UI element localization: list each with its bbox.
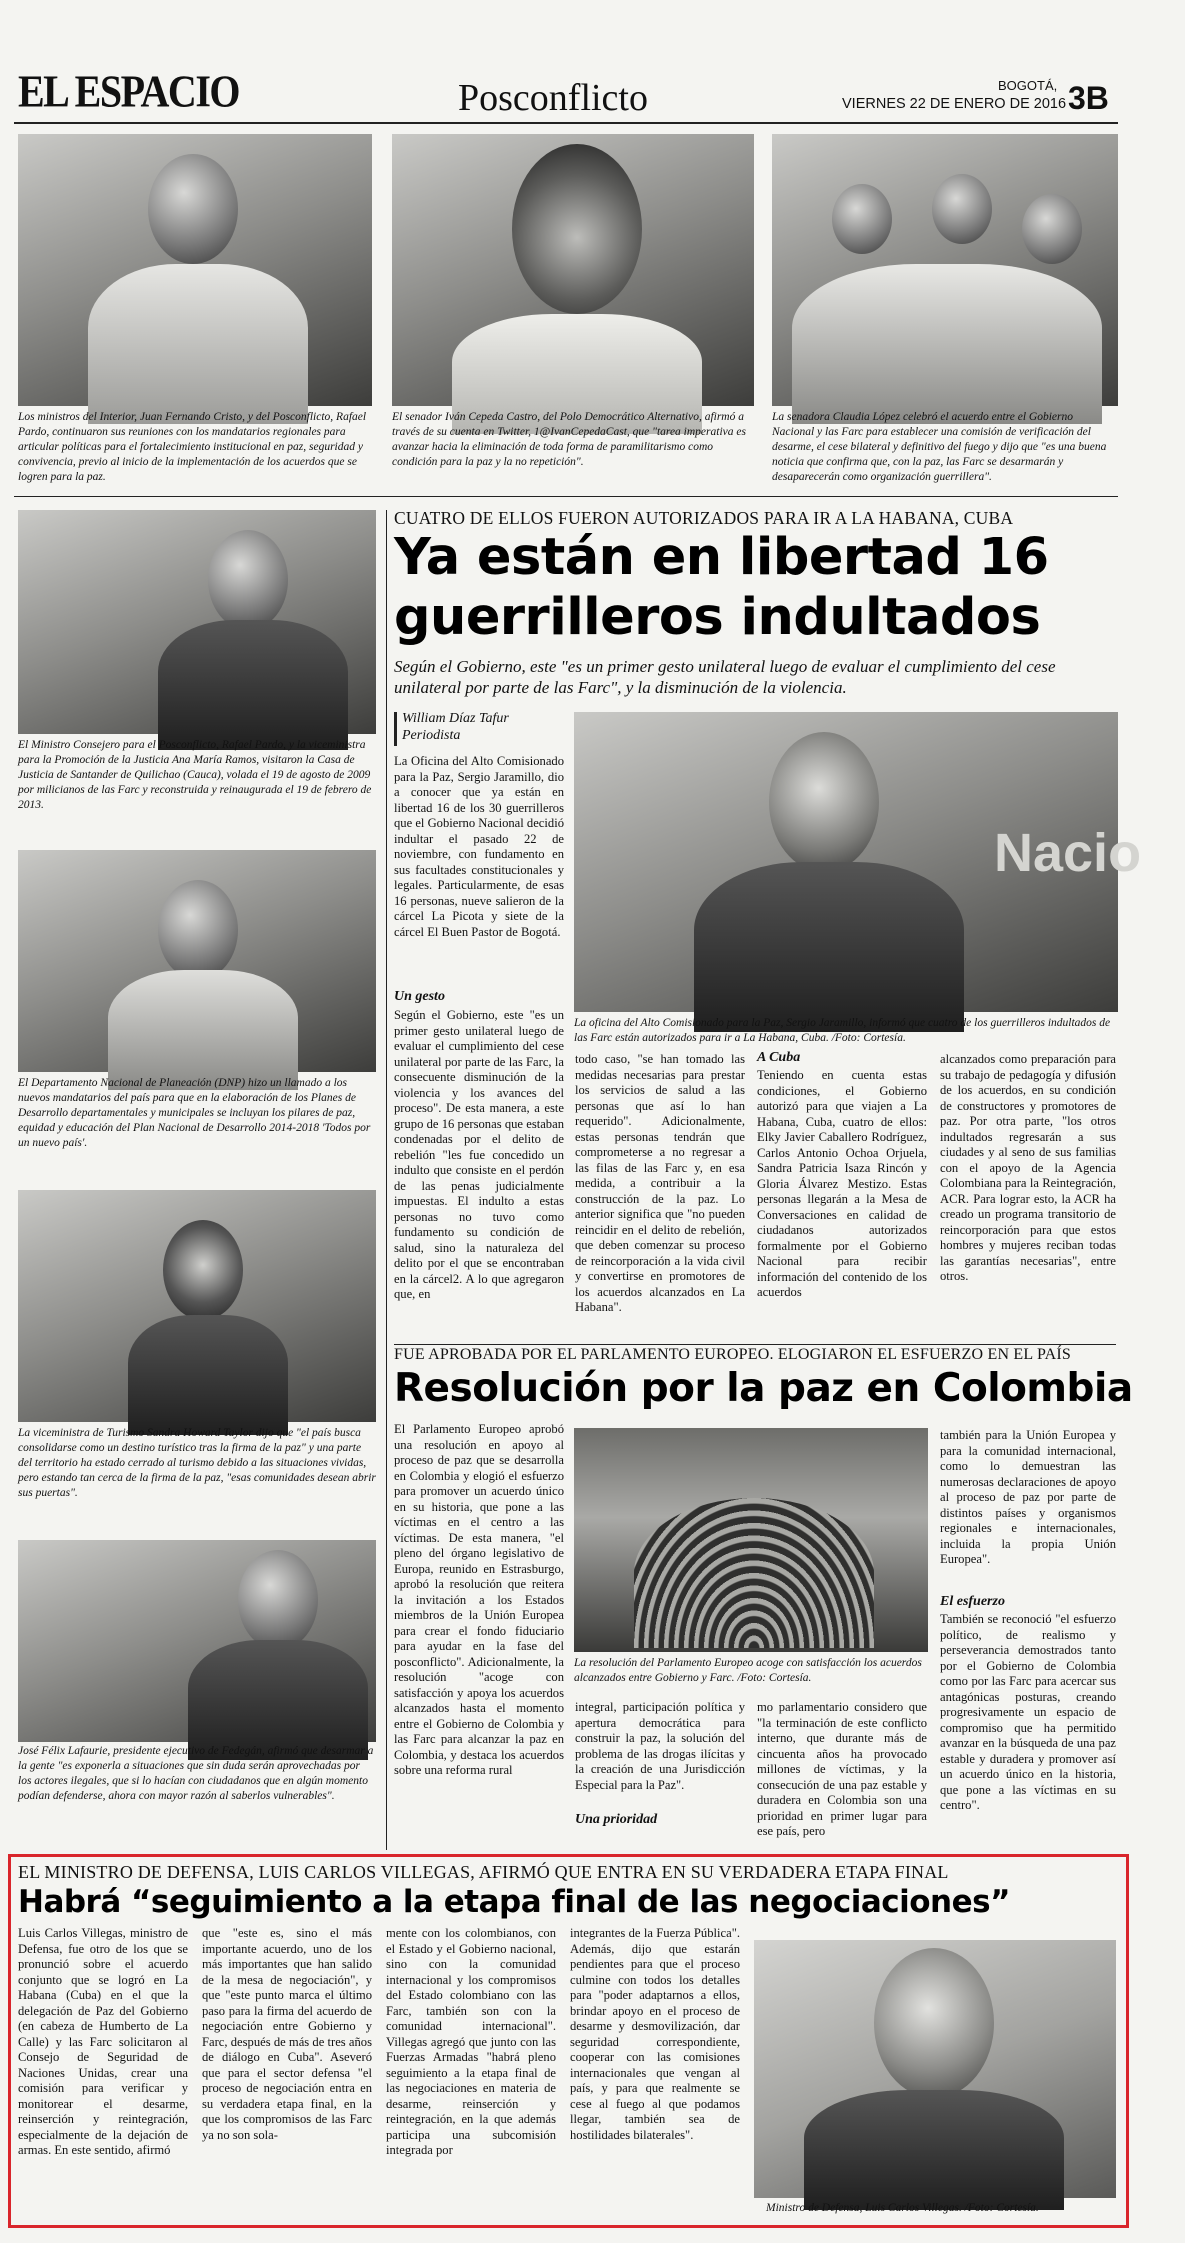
left-column-rule (386, 510, 387, 1850)
article1-col1b: Según el Gobierno, este "es un primer gesto unilateral luego de evaluar el cumplimiento del cese unilateral por parte de las Farc, la consecuente disminución de la violencia y los avances del proceso". De esta manera, a este grupo de 16 personas que estaban condenadas por el delito de rebelión "les fue concedido un indulto que consiste en el perdón de las penas judicialmente impuestas. El indulto a estas personas no tuvo como fundamento su condición de salud, sino la naturaleza del delito por el que se encontraban en la cárcel2. A lo que agregaron que, en (394, 1008, 564, 1301)
photo-bg-text: Nacio (994, 823, 1142, 883)
photo-howard (18, 1190, 376, 1422)
top-row-divider (14, 496, 1118, 497)
masthead-rule (14, 122, 1118, 124)
article3-col2: que "este es, sino el más importante acuerdo, uno de los más importantes que han salido de la mesa de negociación", y que "este punto marca el último paso para la firma del acuerdo de negociación entre Gobierno y Farc, después de más de tres años de diálogo en Cuba". Aseveró que para el sector defensa "el proceso de negociación entra en su verdadera etapa final, en la que los compromisos de las Farc ya no son sola- (202, 1926, 372, 2142)
article1-deck: Según el Gobierno, este "es un primer gesto unilateral luego de evaluar el cumplimiento del cese unilateral por parte de las Farc", y la disminución de la violencia. (394, 657, 1056, 697)
article1-kicker: CUATRO DE ELLOS FUERON AUTORIZADOS PARA IR A LA HABANA, CUBA (394, 508, 1014, 528)
photo-caption-howard: La viceministra de Turismo Sandra Howard Taylor dijo que "el país busca consolidarse como un destino turístico tras la firma de la paz" y una parte del territorio ha estado cerrado al turismo debido a las situaciones vividas, pero estando tan cerca de la firma de la paz, "esas comunidades desean abrir sus puertas". (18, 1427, 376, 1499)
article1-bottom-rule (394, 1344, 1116, 1345)
article2-kicker: FUE APROBADA POR EL PARLAMENTO EUROPEO. ELOGIARON EL ESFUERZO EN EL PAÍS (394, 1346, 1071, 1363)
photo-jaramillo (574, 712, 1142, 1012)
photo-caption-dnp: El Departamento Nacional de Planeación (DNP) hizo un llamado a los nuevos mandatarios del país para que en la elaboración de los Planes de Desarrollo departamentales y municipales se incluyan los pilares de paz, equidad y educación del Plan Nacional de Desarrollo 2014-2018 'Todos por un nuevo país'. (18, 1077, 371, 1149)
article3-col3: mente con los colombianos, con el Estado y el Gobierno nacional, sino con la comunidad internacional y los compromisos del Estado colombiano con las Farc, también son con la comunidad internacional". Villegas agregó que junto con las Fuerzas Armadas "habrá pleno seguimiento a la etapa final de las negociaciones en materia de desarme, reinserción y reintegración, en la que además participa una subcomisión integrada por (386, 1926, 556, 2157)
photo-caption-cepeda: El senador Iván Cepeda Castro, del Polo Democrático Alternativo, afirmó a través de su cuenta en Twitter, 1@IvanCepedaCast, que "tarea imperativa es avanzar hacia la eliminación de toda forma de paramilitarismo como condición para la paz y la no repetición". (392, 411, 746, 468)
article1-subhead-cuba: A Cuba (757, 1050, 801, 1065)
article1-headline-line2: guerrilleros indultados (394, 588, 1041, 647)
page-number: 3B (1068, 80, 1109, 116)
article3-headline: Habrá “seguimiento a la etapa final de las negociaciones” (18, 1884, 1010, 1920)
photo-cepeda (392, 134, 754, 406)
article2-col4b: También se reconoció "el esfuerzo político, de realismo y perseverancia demostrados tanto por el Gobierno de Colombia como por las Farc para acercar sus antagónicas posturas, creando progresivamente un espacio de compromiso que ha permitido avanzar en la búsqueda de una paz estable y duradera y promover así un acuerdo único en la historia, que pone a las víctimas en su centro". (940, 1612, 1116, 1812)
photo-caption-parlamento: La resolución del Parlamento Europeo acoge con satisfacción los acuerdos alcanzados entre Gobierno y Farc. /Foto: Cortesía. (574, 1657, 922, 1684)
photo-lopez (772, 134, 1118, 406)
article1-col2: todo caso, "se han tomado las medidas necesarias para prestar los servicios de salud a las personas que así lo han requerido". Adicionalmente, estas personas tendrán que comprometerse a no regresar a las filas de las Farc y, en esa medida, a contribuir a la construcción de la paz. Lo anterior significa que "no pueden reincidir en el delito de rebelión, que deben comenzar su proceso de reincorporación a la vida civil y convertirse en promotores de los acuerdos alcanzados en La Habana". (575, 1052, 745, 1314)
article1-subhead-gesto: Un gesto (394, 989, 445, 1004)
article3-kicker: EL MINISTRO DE DEFENSA, LUIS CARLOS VILLEGAS, AFIRMÓ QUE ENTRA EN SU VERDADERA ETAPA FINAL (18, 1862, 949, 1882)
section-title: Posconflicto (458, 77, 648, 119)
article2-headline: Resolución por la paz en Colombia (394, 1366, 1133, 1411)
photo-villegas (754, 1940, 1116, 2198)
byline-role: Periodista (402, 728, 461, 743)
article3-col4: integrantes de la Fuerza Pública". Además, dijo que estarán pendientes para que el proceso culmine con todos los detalles para "poder adaptarnos a ellos, brindar apoyo en el proceso de desarme y desmovilización, dar seguridad correspondiente, cooperar con las comisiones internacionales que vengan al país, y para que realmente se cese al fuego al que podamos llegar, también sea de hostilidades bilaterales". (570, 1926, 740, 2142)
photo-caption-lafaurie: José Félix Lafaurie, presidente ejecutivo de Fedegán, afirmó que desarmar a la gente "es exponerla a situaciones que sin duda serán aprovechadas por los actores ilegales, que si lo hacían con ciudadanos que en algún momento podían defenderse, ahora con mayor razón al saberlos vulnerables". (18, 1745, 374, 1802)
article2-subhead-prioridad: Una prioridad (575, 1812, 658, 1827)
article2-col3: mo parlamentario considero que "la terminación de este conflicto interno, que durante más de cincuenta años ha provocado millones de víctimas, y la consecución de una paz estable y duradera en Colombia son una prioridad en primer lugar para ese país, pero (757, 1700, 927, 1838)
article1-col4: alcanzados como preparación para su trabajo de pedagogía y difusión de los acuerdos, en su condición de constructores y promotores de paz. Por otra parte, "los otros indultados regresarán a sus ciudades y al seno de sus familias con el apoyo de la Agencia Colombiana para la Reintegración, ACR. Para lograr esto, la ACR ha creado un programa transitorio de reincorporación para que estos hombres y mujeres reciban todas las garantías necesarias", entre otros. (940, 1052, 1116, 1283)
article2-col1: El Parlamento Europeo aprobó una resolución en apoyo al proceso de paz que se desarrolla en Colombia y elogió el esfuerzo para promover un acuerdo único en su historia, que pone a las víctimas en el centro a las víctimas. De esta manera, "el pleno del órgano legislativo de Europa, reunido en Estrasburgo, aprobó la resolución que reitera la invitación a los Estados miembros de la Unión Europea para crear el fondo fiduciario para ayudar en la fase del posconflicto". Adicionalmente, la resolución "acoge con satisfacción y apoya los acuerdos alcanzados hasta el momento entre el Gobierno de Colombia y las Farc para alcanzar la paz en Colombia, y destaca los acuerdos sobre una reforma rural (394, 1422, 564, 1777)
photo-caption-cristo: Los ministros del Interior, Juan Fernando Cristo, y del Posconflicto, Rafael Pardo, continuaron sus reuniones con los mandatarios regionales para articular políticas para el fortalecimiento institucional en paz, seguridad y convivencia, previo al inicio de la implementación de los acuerdos que se logren para la paz. (18, 411, 367, 483)
photo-parlamento (574, 1428, 928, 1652)
byline-bar (394, 712, 397, 746)
masthead-date: VIERNES 22 DE ENERO DE 2016 (842, 96, 1067, 112)
paper-name: EL ESPACIO (18, 65, 239, 117)
photo-caption-villegas: Ministro de Defensa, Luis Carlos Villegas. /Foto: Cortesía. (766, 2202, 1039, 2214)
photo-dnp (18, 850, 376, 1072)
article2-subhead-esfuerzo: El esfuerzo (940, 1594, 1005, 1609)
photo-cristo (18, 134, 372, 406)
article1-col1: La Oficina del Alto Comisionado para la Paz, Sergio Jaramillo, dio a conocer que ya están en libertad 16 de los 30 guerrilleros que el Gobierno Nacional decidió indultar el pasado 22 de noviembre, con fundamento en sus facultades constitucionales y legales. Particularmente, de esas 16 personas, nueve salieron de la cárcel La Picota y siete de la cárcel El Buen Pastor de Bogotá. (394, 754, 564, 939)
article2-col2: integral, participación política y apertura democrática para construir la paz, la solución del problema de las drogas ilícitas y la creación de una Jurisdicción Especial para la Paz". (575, 1700, 745, 1792)
photo-pardo (18, 510, 376, 734)
article1-col3: Teniendo en cuenta estas condiciones, el Gobierno autorizó para que viajen a La Habana, Cuba, cuatro de ellos: Elky Javier Caballero Rodríguez, Carlos Antonio Ochoa Orjuela, Sandra Patricia Isaza Rincón y Gloria Álvarez Mestizo. Estas personas llegarán a la Mesa de Conversaciones en calidad de ciudadanos autorizados formalmente por el Gobierno Nacional para recibir información del contenido de los acuerdos (757, 1068, 927, 1299)
photo-lafaurie (18, 1540, 376, 1742)
masthead-city: BOGOTÁ, (998, 78, 1058, 93)
photo-caption-pardo: El Ministro Consejero para el Posconflicto, Rafael Pardo, y la viceministra para la Promoción de la Justicia Ana María Ramos, visitaron la Casa de Justicia de Santander de Quilichao (Cauca), volada el 19 de agosto de 2009 por milicianos de las Farc y reconstruida y reinaugurada el 19 de febrero de 2013. (18, 739, 372, 811)
photo-caption-lopez: La senadora Claudia López celebró el acuerdo entre el Gobierno Nacional y las Farc para establecer una comisión de verificación del desarme, el cese bilateral y definitivo del fuego y dijo que "es una buena noticia que confirma que, con la paz, las Farc se desarmarán y desaparecerán como organización guerrillera". (772, 411, 1107, 483)
article1-headline-line1: Ya están en libertad 16 (394, 528, 1049, 587)
byline-name: William Díaz Tafur (402, 711, 509, 726)
photo-caption-jaramillo: La oficina del Alto Comisionado para la Paz, Sergio Jaramillo, informó que cuatro de los guerrilleros indultados de las Farc están autorizados para ir a La Habana, Cuba. /Foto: Cortesía. (574, 1017, 1111, 1044)
article2-col4a: también para la Unión Europea y para la comunidad internacional, como lo demuestran las numerosas declaraciones de apoyo al proceso de paz por parte de distintos países y organismos regionales e internacionales, incluida la propia Unión Europea". (940, 1428, 1116, 1566)
article3-col1: Luis Carlos Villegas, ministro de Defensa, fue otro de los que se pronunció sobre el acuerdo conjunto que se logró en La Habana (Cuba) en el que la delegación de Paz del Gobierno (en cabeza de Humberto de La Calle) y las Farc solicitaron al Consejo de Seguridad de Naciones Unidas, crear una comisión para verificar y monitorear el desarme, reinserción y reintegración, especialmente de la dejación de armas. En este sentido, afirmó (18, 1926, 188, 2157)
